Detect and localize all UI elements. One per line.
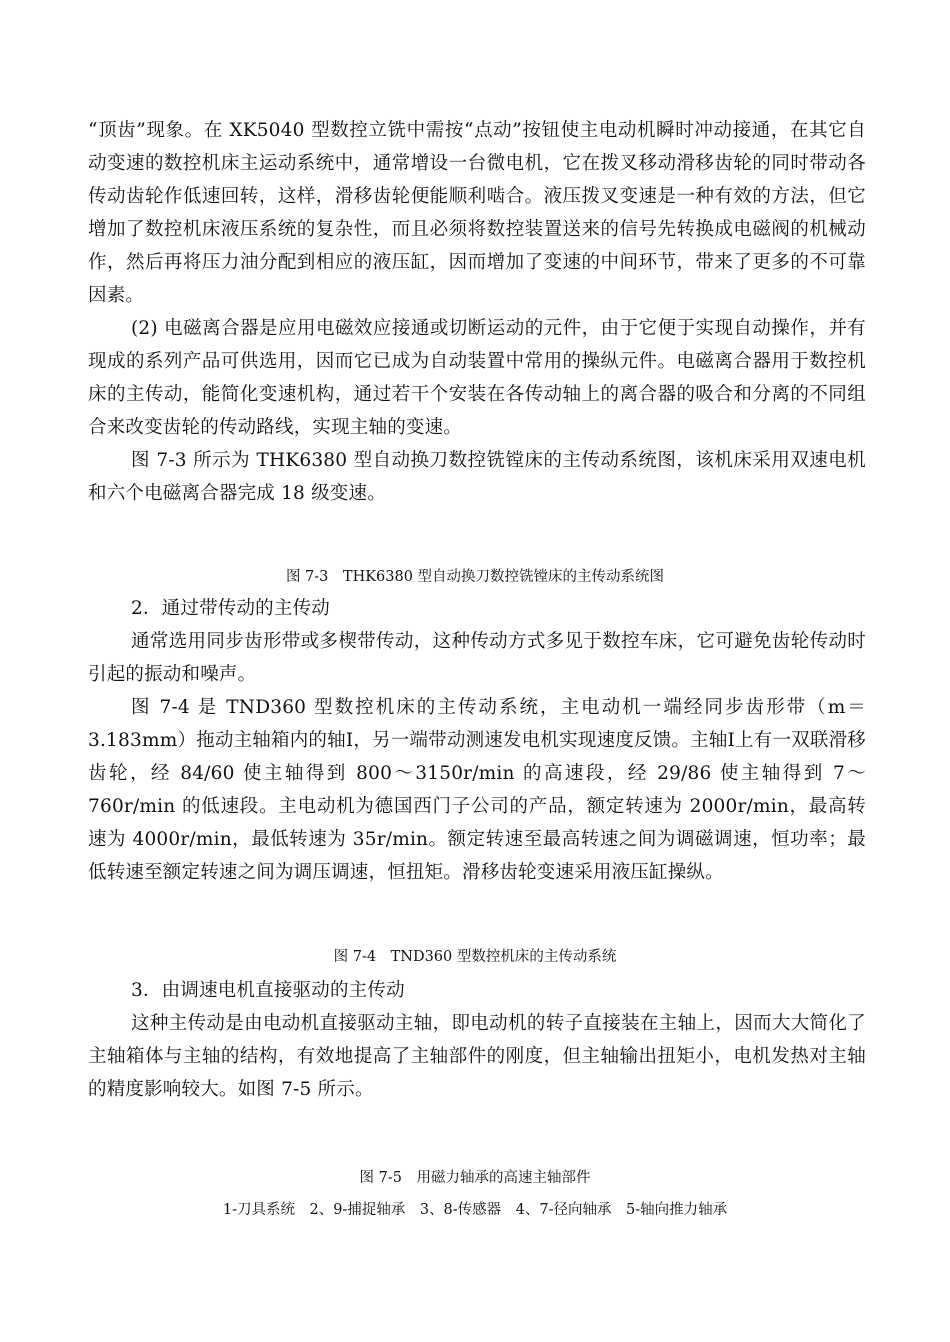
figure-caption-7-4: 图 7-4 TND360 型数控机床的主传动系统 <box>333 949 617 965</box>
paragraph-thk6380-intro: 图 7-3 所示为 THK6380 型自动换刀数控铣镗床的主传动系统图，该机床采用双速电机和六个电磁离合器完成 18 级变速。 <box>88 450 866 504</box>
paragraph-tnd360-system: 图 7-4 是 TND360 型数控机床的主传动系统，主电动机一端经同步齿形带（m＝3.183mm）拖动主轴箱内的轴Ⅰ，另一端带动测速发电机实现速度反馈。主轴Ⅰ上有一双联滑移齿轮，经 84/60 使主轴得到 800～3150r/min 的高速段，经 29/86 使主轴得到 7～760r/min 的低速段。主电动机为德国西门子公司的产品，额定转速为 2000r/min，最高转速为 4000r/min，最低转速为 35r/min。额定转速至最高转速之间为调磁调速，恒功率；最低转速至额定转速之间为调压调速，恒扭矩。滑移齿轮变速采用液压缸操纵。 <box>88 697 866 883</box>
paragraph-electromagnetic-clutch: (2) 电磁离合器是应用电磁效应接通或切断运动的元件，由于它便于实现自动操作，并有现成的系列产品可供选用，因而它已成为自动装置中常用的操纵元件。电磁离合器用于数控机床的主传动，能简化变速机构，通过若干个安装在各传动轴上的离合器的吸合和分离的不同组合来改变齿轮的传动路线，实现主轴的变速。 <box>88 318 866 438</box>
section-heading-direct-drive: 3．由调速电机直接驱动的主传动 <box>131 980 405 1001</box>
paragraph-shifting-gear-issue: “顶齿”现象。在 XK5040 型数控立铣中需按“点动”按钮使主电动机瞬时冲动接通，在其它自动变速的数控机床主运动系统中，通常增设一台微电机，它在拨叉移动滑移齿轮的同时带动各传动齿轮作低速回转，这样，滑移齿轮便能顺利啮合。液压拨叉变速是一种有效的方法，但它增加了数控机床液压系统的复杂性，而且必须将数控装置送来的信号先转换成电磁阀的机械动作，然后再将压力油分配到相应的液压缸，因而增加了变速的中间环节，带来了更多的不可靠因素。 <box>88 120 866 306</box>
figure-legend-7-5: 1-刀具系统 2、9-捕捉轴承 3、8-传感器 4、7-径向轴承 5-轴向推力轴承 <box>222 1202 728 1218</box>
paragraph-direct-drive: 这种主传动是由电动机直接驱动主轴，即电动机的转子直接装在主轴上，因而大大简化了主轴箱体与主轴的结构，有效地提高了主轴部件的刚度，但主轴输出扭矩小，电机发热对主轴的精度影响较大。如图 7-5 所示。 <box>88 1013 866 1100</box>
figure-caption-7-5: 图 7-5 用磁力轴承的高速主轴部件 <box>359 1170 591 1186</box>
figure-caption-7-3: 图 7-3 THK6380 型自动换刀数控铣镗床的主传动系统图 <box>285 569 665 585</box>
paragraph-belt-drive: 通常选用同步齿形带或多楔带传动，这种传动方式多见于数控车床，它可避免齿轮传动时引起的振动和噪声。 <box>88 631 866 685</box>
section-heading-belt-drive: 2．通过带传动的主传动 <box>131 598 330 619</box>
